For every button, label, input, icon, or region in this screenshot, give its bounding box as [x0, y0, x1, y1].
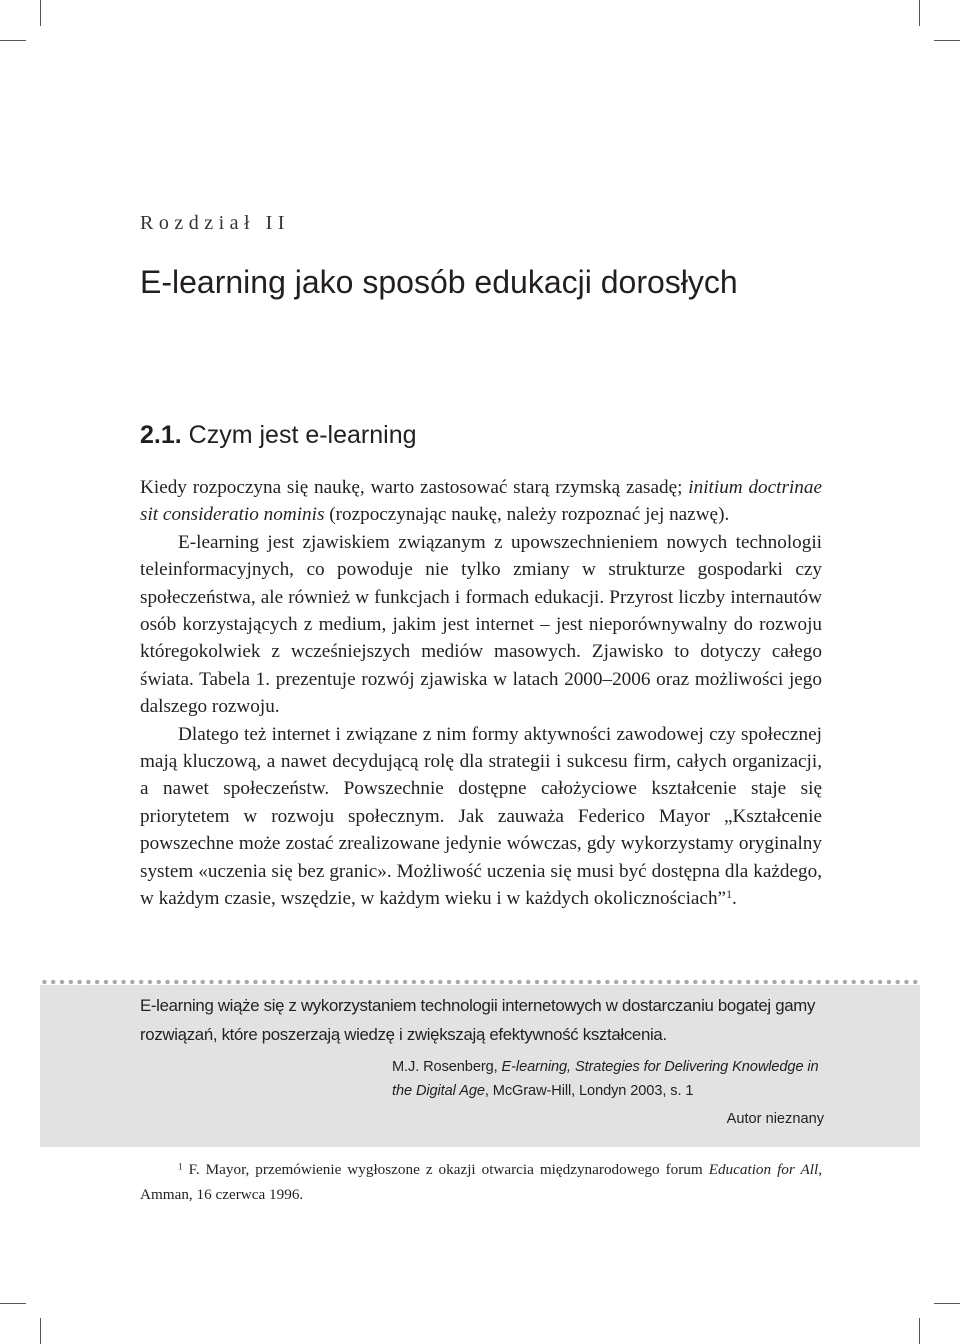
footnote-ref[interactable]: 1 — [726, 887, 733, 902]
section-heading — [140, 421, 417, 450]
chapter-label: Rozdział II — [140, 212, 290, 234]
quote-source-author: M.J. Rosenberg, — [392, 1059, 502, 1075]
latin-phrase: initium doctrinae sit consideratio nominis — [140, 477, 822, 526]
paragraph-1 — [140, 474, 822, 529]
paragraph-3 — [140, 721, 822, 913]
body-text — [140, 474, 822, 913]
quote-source-rest: , McGraw-Hill, Londyn 2003, s. 1 — [484, 1083, 694, 1099]
crop-mark-bottom-left-v — [40, 1318, 41, 1344]
quote-text: E-learning wiąże się z wykorzystaniem technologii internetowych w dostarczaniu bogatej gamy rozwiązań, które poszerzają wiedzę i zwiększają efektywność kształcenia. — [140, 996, 816, 1044]
section-number: 2.1. — [140, 421, 182, 449]
crop-mark-top-left-h — [0, 40, 26, 41]
quote-source — [392, 1055, 824, 1103]
paragraph-1-text: Kiedy rozpoczyna się naukę, warto zastosować starą rzymską zasadę; — [140, 477, 689, 498]
footnote-end: , Amman, 16 czerwca 1996. — [140, 1161, 823, 1203]
crop-mark-bottom-left-h — [0, 1303, 26, 1304]
crop-mark-top-left-v — [40, 0, 41, 26]
paragraph-2: E-learning jest zjawiskiem związanym z upowszechnieniem nowych technologii teleinformacyjnych, co powoduje nie tylko zmiany w strukturze gospodarki czy społeczeństwa, ale również w funkcjach i formach edukacji. Przyrost liczby internautów osób korzystających z medium, jakim jest internet – jest nieporównywalny do rozwoju któregokolwiek z wcześniejszych mediów masowych. Zjawisko to dotyczy całego świata. Tabela 1. prezentuje rozwój zjawiska w latach 2000–2006 oraz możliwości jego dalszego rozwoju. — [140, 531, 822, 718]
paragraph-3-text: Dlatego też internet i związane z nim formy aktywności zawodowej czy społecznej mają kluczową, a nawet decydującą rolę dla strategii i sukcesu firm, całych organizacji, a nawet społeczeństw. Powszechnie dostępne całożyciowe kształcenie staje się priorytetem w rozwoju społecznym. Jak zauważa Federico Mayor „Kształcenie powszechne może zostać zrealizowane jedynie wówczas, gdy wykorzystamy oryginalny system «uczenia się bez granic». Możliwość uczenia się musi być dostępna dla każdego, w każdym czasie, wszędzie, w każdym wieku i w każdych okolicznościach” — [140, 723, 822, 910]
paragraph-1-end: (rozpoczynając naukę, należy rozpoznać jej nazwę). — [324, 504, 730, 526]
quote-attribution: Autor nieznany — [726, 1111, 824, 1127]
quote-source-title: E-learning, Strategies for Delivering Knowledge in the Digital Age — [392, 1059, 819, 1099]
crop-mark-top-right-v — [919, 0, 920, 26]
section-title: Czym jest e-learning — [188, 421, 417, 449]
quote-box — [40, 985, 920, 1147]
footnote — [140, 1158, 822, 1207]
crop-mark-top-right-h — [934, 40, 960, 41]
footnote-number: 1 — [178, 1162, 183, 1173]
footnote-title: Education for All — [708, 1161, 819, 1178]
footnote-text: F. Mayor, przemówienie wygłoszone z okazji otwarcia międzynarodowego forum — [182, 1161, 709, 1178]
crop-mark-bottom-right-h — [934, 1303, 960, 1304]
paragraph-3-end: . — [732, 888, 737, 910]
chapter-title: E-learning jako sposób edukacji dorosłych — [140, 264, 738, 300]
crop-mark-bottom-right-v — [919, 1318, 920, 1344]
